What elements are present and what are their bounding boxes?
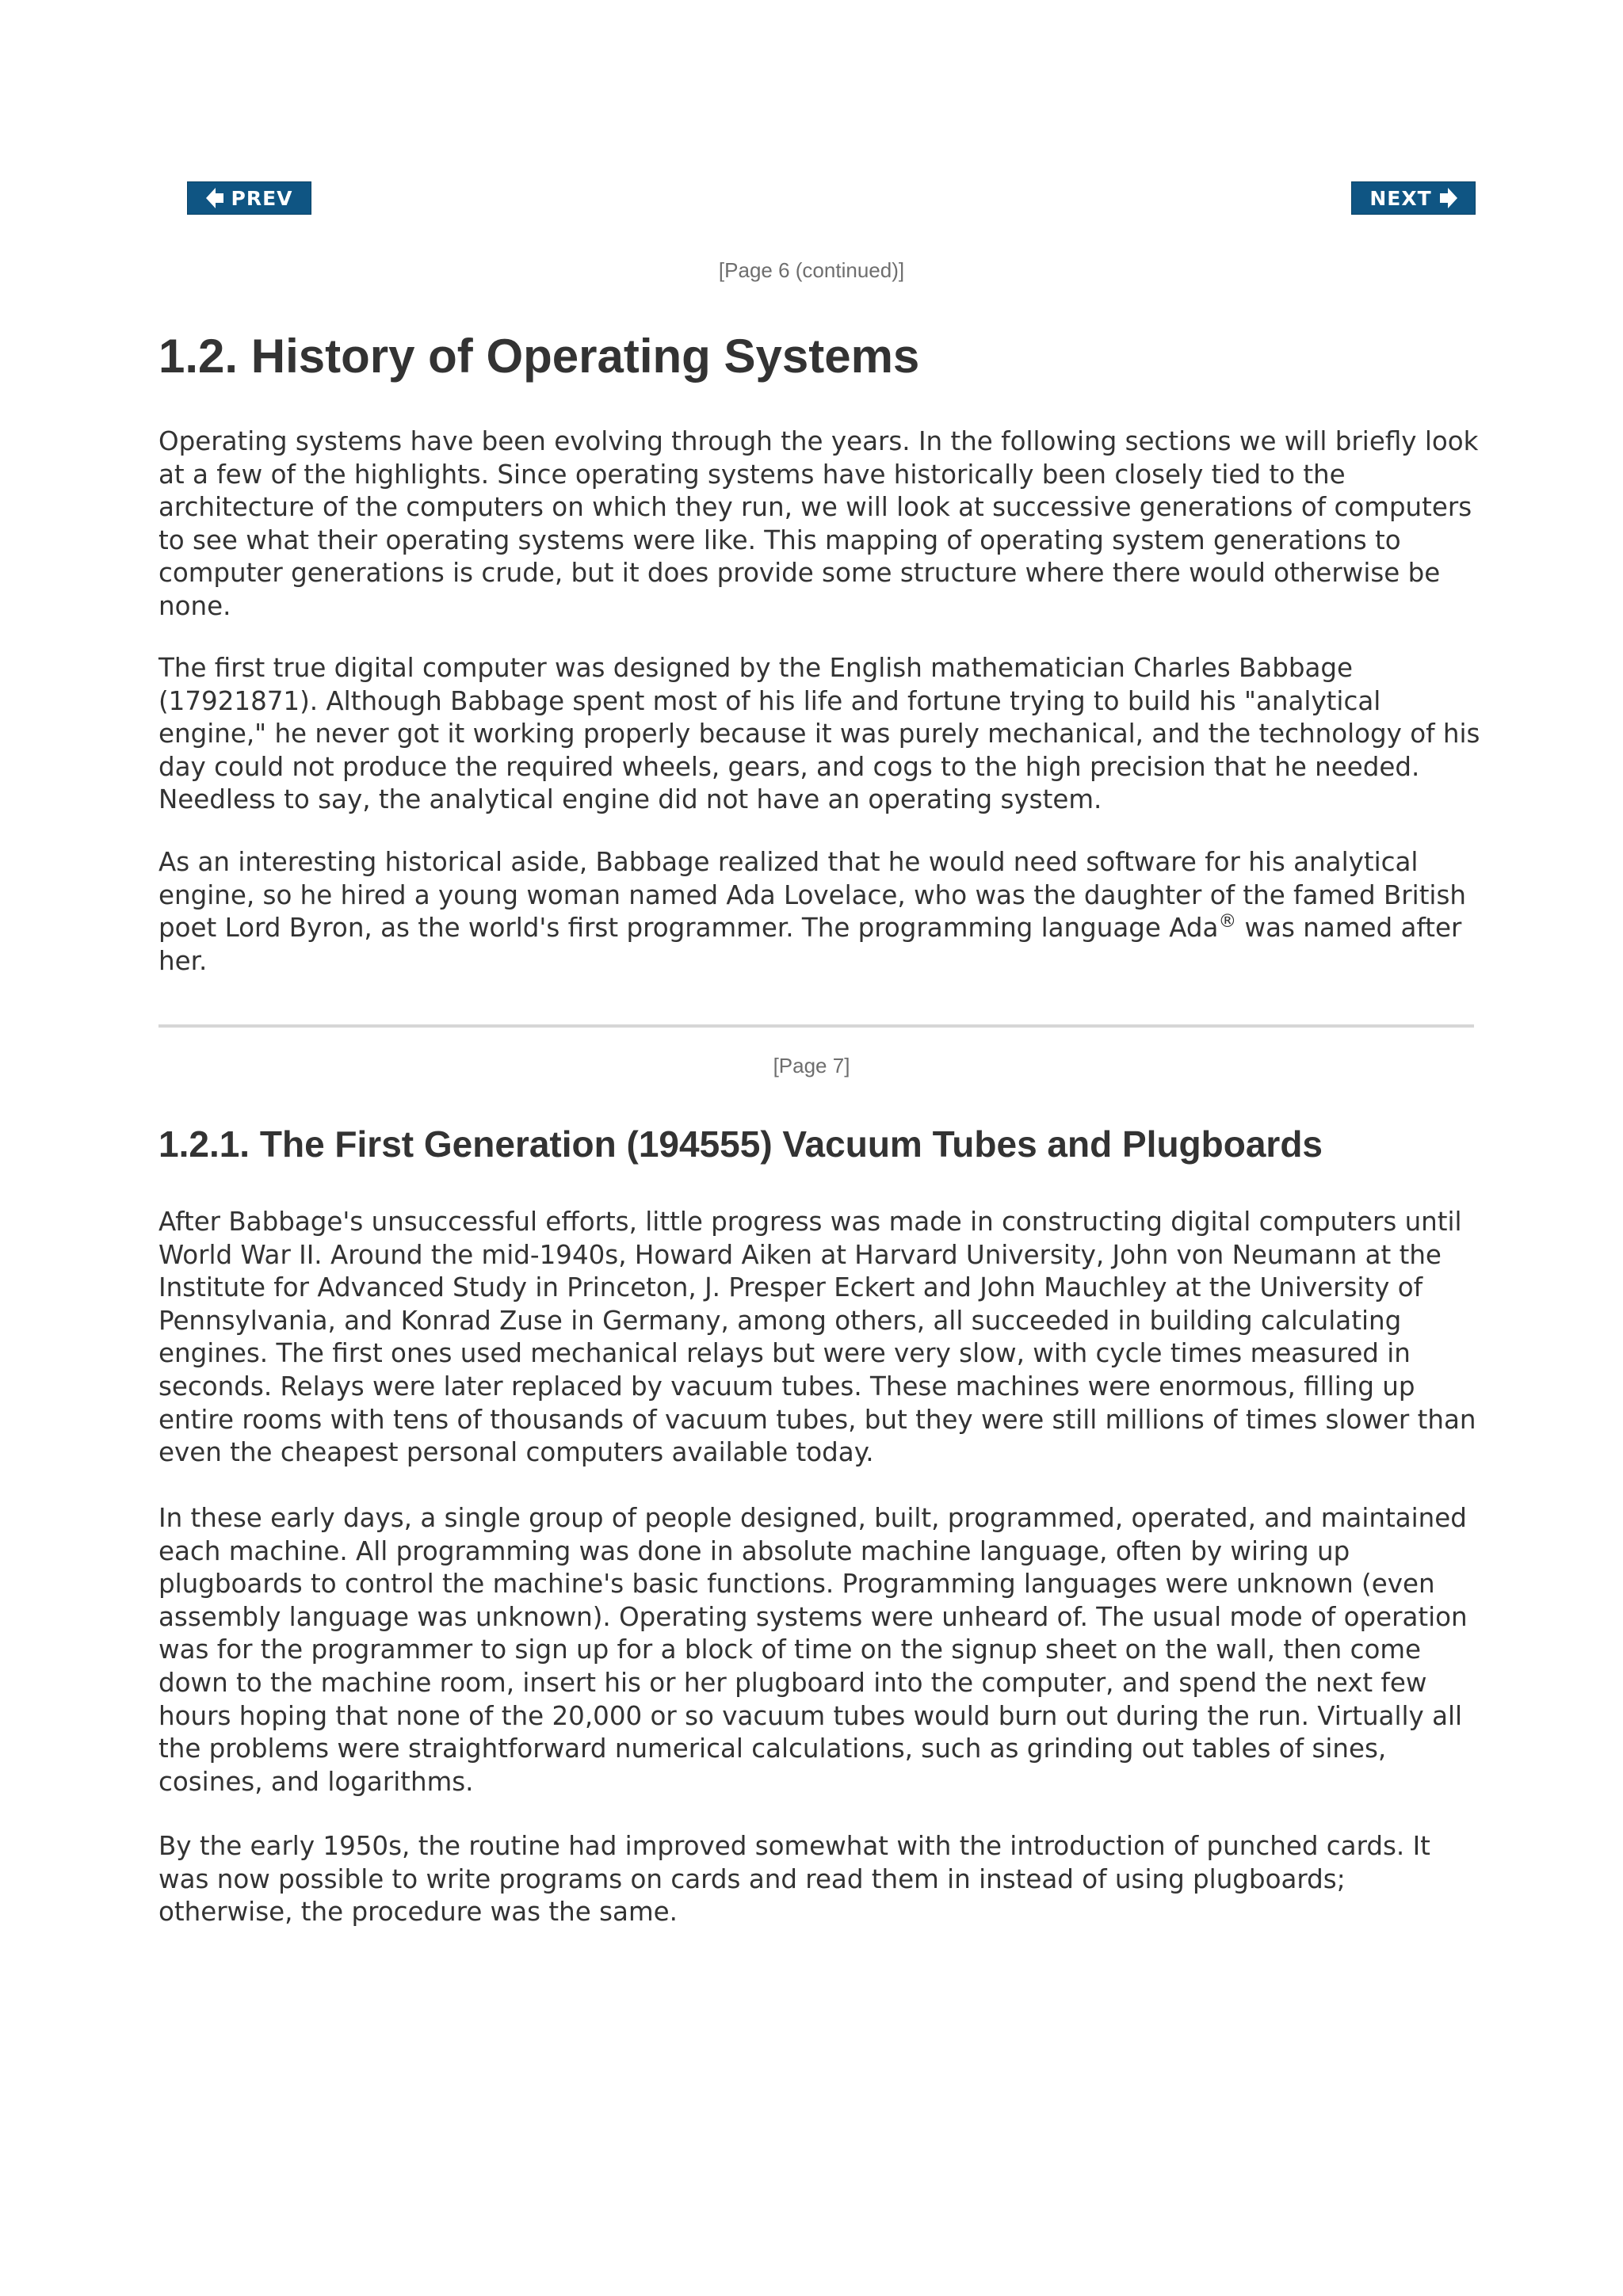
paragraph-ada [158,846,1482,978]
registered-mark: ® [1218,911,1237,933]
arrow-left-icon [206,188,223,208]
subsection-title: 1.2.1. The First Generation (194555) Vacuum Tubes and Plugboards [158,1123,1323,1165]
paragraph-intro-2: The first true digital computer was designed by the English mathematician Charles Babbage (17921871). Although Babbage spent most of his life and fortune trying to build his "analytical engine," he never got it working properly because it was purely mechanical, and the technology of his day could not produce the required wheels, gears, and cogs to the high precision that he needed. Needless to say, the analytical engine did not have an operating system. [158,653,1480,815]
section-title: 1.2. History of Operating Systems [158,330,920,383]
page-marker-top: [Page 6 (continued)] [718,258,905,282]
arrow-right-icon [1440,188,1457,208]
paragraph-gen1-2: In these early days, a single group of people designed, built, programmed, operated, and maintained each machine. All programming was done in absolute machine language, often by wiring up plugboards to control the machine's basic functions. Programming languages were unknown (even assembly language was unknown). Operating systems were unheard of. The usual mode of operation was for the programmer to sign up for a block of time on the signup sheet on the wall, then come down to the machine room, insert his or her plugboard into the computer, and spend the next few hours hoping that none of the 20,000 or so vacuum tubes would burn out during the run. Virtually all the problems were straightforward numerical calculations, such as grinding out tables of sines, cosines, and logarithms. [158,1503,1468,1797]
paragraph-ada-text-end: was named after her. [158,913,1462,976]
paragraph-gen1-3: By the early 1950s, the routine had improved somewhat with the introduction of punched cards. It was now possible to write programs on cards and read them in instead of using plugboards; otherwise, the procedure was the same. [158,1831,1430,1928]
page-divider [158,1024,1474,1028]
paragraph-intro-1: Operating systems have been evolving through the years. In the following sections we will briefly look at a few of the highlights. Since operating systems have historically been closely tied to the architecture of the computers on which they run, we will look at successive generations of computers to see what their operating systems were like. This mapping of operating system generations to computer generations is crude, but it does provide some structure where there would otherwise be none. [158,426,1479,621]
prev-button[interactable] [187,181,311,215]
prev-label: PREV [231,186,293,210]
page-marker-mid: [Page 7] [773,1054,850,1077]
next-label: NEXT [1369,186,1432,210]
next-button[interactable] [1351,181,1476,215]
paragraph-gen1-1: After Babbage's unsuccessful efforts, little progress was made in constructing digital computers until World War II. Around the mid-1940s, Howard Aiken at Harvard University, John von Neumann at the Institute for Advanced Study in Princeton, J. Presper Eckert and John Mauchley at the University of Pennsylvania, and Konrad Zuse in Germany, among others, all succeeded in building calculating engines. The first ones used mechanical relays but were very slow, with cycle times measured in seconds. Relays were later replaced by vacuum tubes. These machines were enormous, filling up entire rooms with tens of thousands of vacuum tubes, but they were still millions of times slower than even the cheapest personal computers available today. [158,1207,1476,1468]
paragraph-ada-text: As an interesting historical aside, Babbage realized that he would need software for his analytical engine, so he hired a young woman named Ada Lovelace, who was the daughter of the famed British poet Lord Byron, as the world's first programmer. The programming language Ada [158,847,1466,944]
